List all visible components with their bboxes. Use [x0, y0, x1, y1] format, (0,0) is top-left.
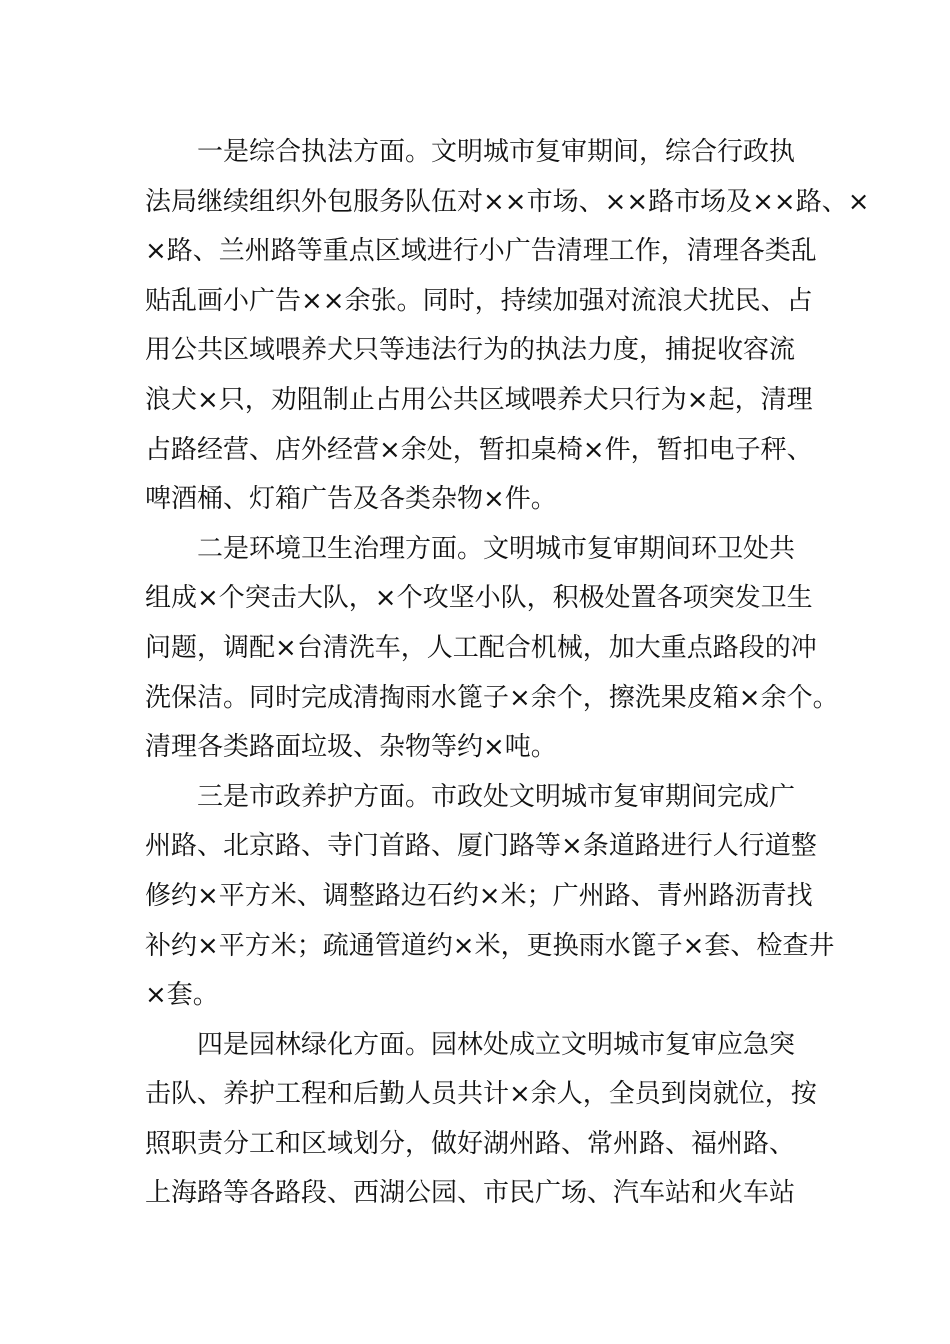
text-line: 组成×个突击大队，×个攻坚小队，积极处置各项突发卫生	[145, 583, 813, 614]
text-line: 修约×平方米、调整路边石约×米；广州路、青州路沥青找	[145, 880, 813, 911]
text-line: 上海路等各路段、西湖公园、市民广场、汽车站和火车站	[145, 1178, 796, 1209]
text-line: 占路经营、店外经营×余处，暂扣桌椅×件，暂扣电子秤、	[145, 434, 813, 465]
paragraph-sanitation	[145, 525, 839, 773]
text-line: 一是综合执法方面。文明城市复审期间，综合行政执	[197, 137, 796, 167]
text-line: ×套。	[145, 980, 219, 1011]
text-line: 二是环境卫生治理方面。文明城市复审期间环卫处共	[197, 533, 796, 564]
document-page	[145, 128, 870, 1219]
paragraph-municipal-maintenance	[145, 773, 835, 1021]
text-line: 浪犬×只，劝阻制止占用公共区域喂养犬只行为×起，清理	[145, 384, 813, 415]
text-line: 法局继续组织外包服务队伍对××市场、××路市场及××路、×	[145, 186, 870, 217]
text-line: ×路、兰州路等重点区域进行小广告清理工作，清理各类乱	[145, 236, 817, 267]
text-line: 四是园林绿化方面。园林处成立文明城市复审应急突	[197, 1029, 796, 1060]
text-line: 清理各类路面垃圾、杂物等约×吨。	[145, 732, 557, 763]
text-line: 三是市政养护方面。市政处文明城市复审期间完成广	[197, 781, 796, 812]
text-line: 照职责分工和区域划分，做好湖州路、常州路、福州路、	[145, 1128, 796, 1159]
text-line: 击队、养护工程和后勤人员共计×余人，全员到岗就位，按	[145, 1079, 817, 1110]
paragraph-landscaping	[145, 1021, 817, 1219]
text-line: 州路、北京路、寺门首路、厦门路等×条道路进行人行道整	[145, 831, 817, 862]
paragraph-law-enforcement	[145, 128, 870, 525]
text-line: 啤酒桶、灯箱广告及各类杂物×件。	[145, 484, 557, 515]
text-line: 用公共区域喂养犬只等违法行为的执法力度，捕捉收容流	[145, 335, 796, 366]
text-line: 贴乱画小广告××余张。同时，持续加强对流浪犬扰民、占	[145, 285, 813, 316]
text-line: 洗保洁。同时完成清掏雨水篦子×余个，擦洗果皮箱×余个。	[145, 682, 839, 713]
text-line: 补约×平方米；疏通管道约×米，更换雨水篦子×套、检查井	[145, 930, 835, 961]
text-line: 问题，调配×台清洗车，人工配合机械，加大重点路段的冲	[145, 632, 817, 663]
